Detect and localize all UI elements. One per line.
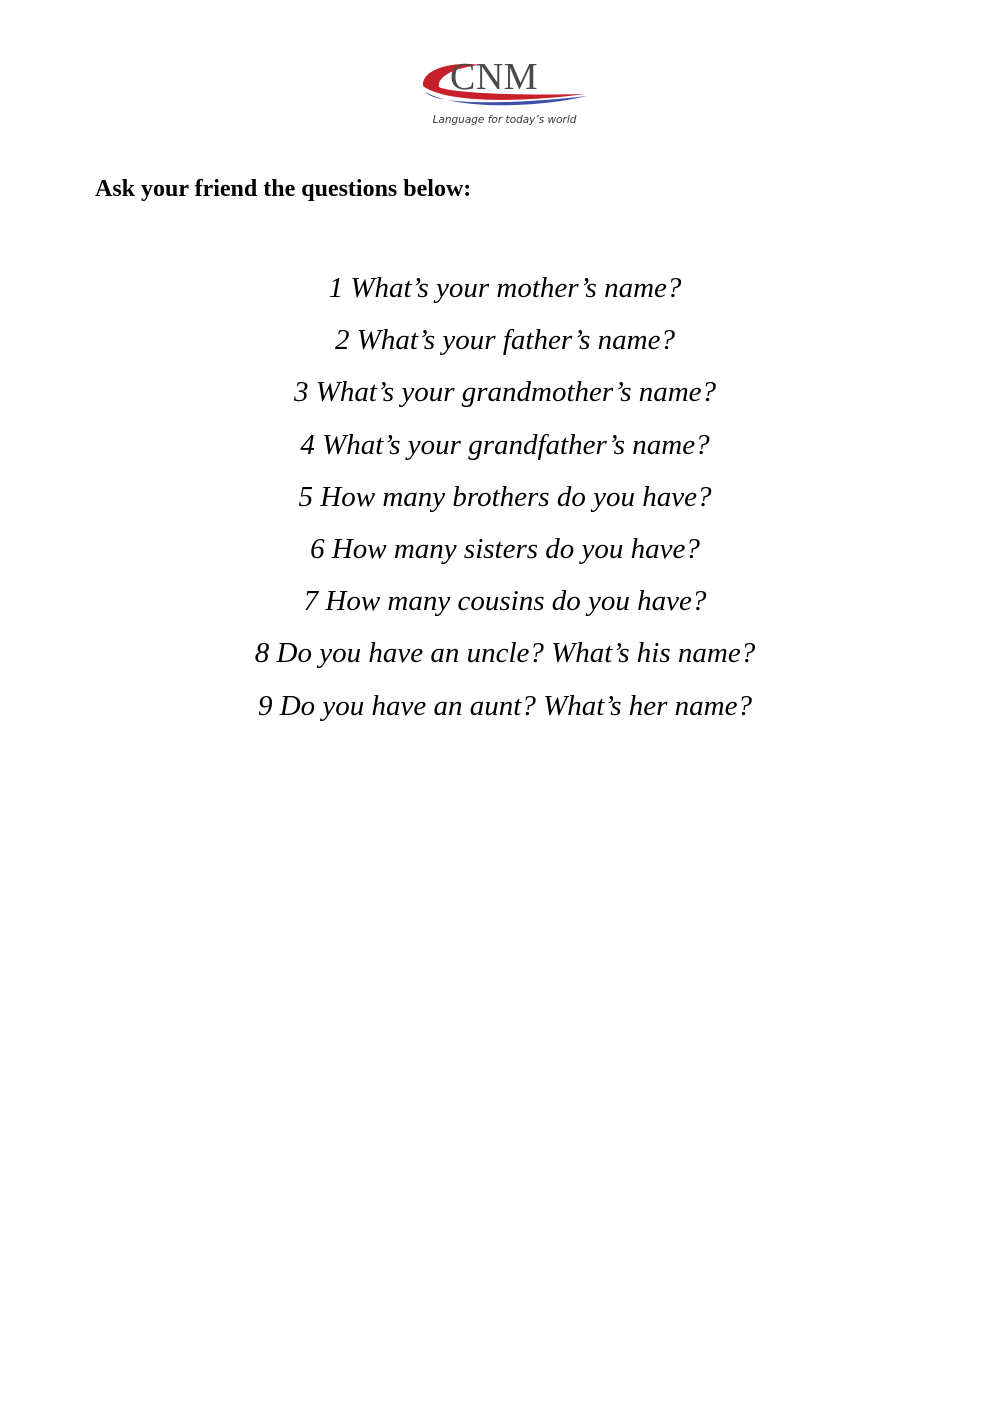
question-item: 6 How many sisters do you have?	[310, 533, 700, 566]
question-item: 8 Do you have an uncle? What’s his name?	[254, 637, 756, 670]
logo-wordmark: CNM	[450, 56, 539, 98]
question-item: 2 What’s your father’s name?	[335, 324, 675, 357]
question-item: 9 Do you have an aunt? What’s her name?	[257, 689, 752, 722]
instruction-heading: Ask your friend the questions below:	[95, 176, 472, 202]
question-item: 5 How many brothers do you have?	[298, 480, 712, 513]
logo-tagline: Language for today’s world	[432, 114, 577, 126]
question-item: 7 How many cousins do you have?	[303, 585, 707, 618]
question-list	[0, 262, 1000, 732]
cnm-logo	[417, 56, 592, 132]
question-item: 1 What’s your mother’s name?	[328, 272, 682, 304]
question-item: 4 What’s your grandfather’s name?	[300, 428, 710, 461]
question-item: 3 What’s your grandmother’s name?	[293, 376, 717, 409]
